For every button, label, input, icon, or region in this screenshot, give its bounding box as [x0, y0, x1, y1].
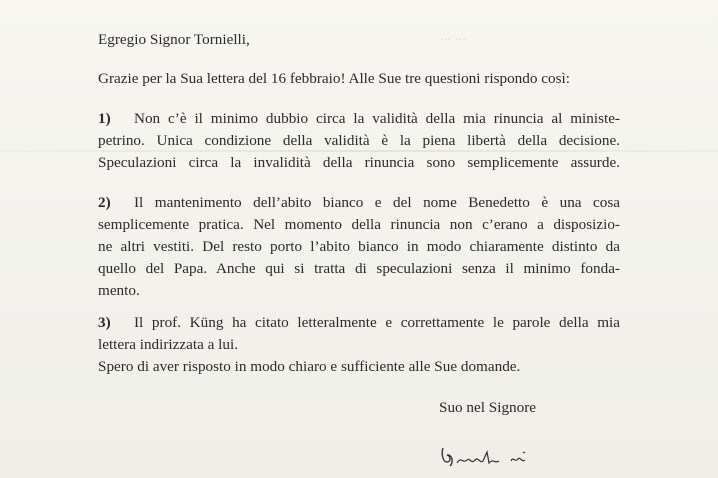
point-1-line-3: Speculazioni circa la invalidità della rinuncia sono semplicemente assurde. [98, 154, 620, 171]
sign-off: Suo nel Signore [439, 399, 537, 416]
point-1-line-2: petrino. Unica condizione della validità è la piena libertà della decisione. [98, 132, 620, 149]
point-2-line-1: 2) Il mantenimento dell’abito bianco e del nome Benedetto è una cosa [98, 194, 620, 211]
paper-fold [0, 150, 718, 152]
point-2-line-5: mento. [98, 282, 140, 299]
point-1-number: 1) [98, 110, 111, 127]
point-2-number: 2) [98, 194, 111, 211]
closing-line: Spero di aver risposto in modo chiaro e sufficiente alle Sue domande. [98, 358, 521, 375]
point-2-line-2: semplicemente pratica. Nel momento della rinuncia non c’erano a disposizio- [98, 216, 620, 233]
intro-line: Grazie per la Sua lettera del 16 febbraio! Alle Sue tre questioni rispondo così: [98, 70, 570, 87]
faded-letterhead: ... ... [440, 28, 467, 43]
point-3-line-1: 3) Il prof. Küng ha citato letteralmente e correttamente le parole della mia [98, 314, 620, 331]
point-2-line-3: ne altri vestiti. Del resto porto l’abito bianco in modo chiaramente distinto da [98, 238, 620, 255]
point-3-number: 3) [98, 314, 111, 331]
point-1-line-1: 1) Non c’è il minimo dubbio circa la validità della mia rinuncia al ministe- [98, 110, 620, 127]
point-3-line-2: lettera indirizzata a lui. [98, 336, 238, 353]
salutation: Egregio Signor Tornielli, [98, 31, 250, 48]
point-2-line-4: quello del Papa. Anche qui si tratta di speculazioni senza il minimo fonda- [98, 260, 620, 277]
handwritten-signature [437, 438, 547, 478]
